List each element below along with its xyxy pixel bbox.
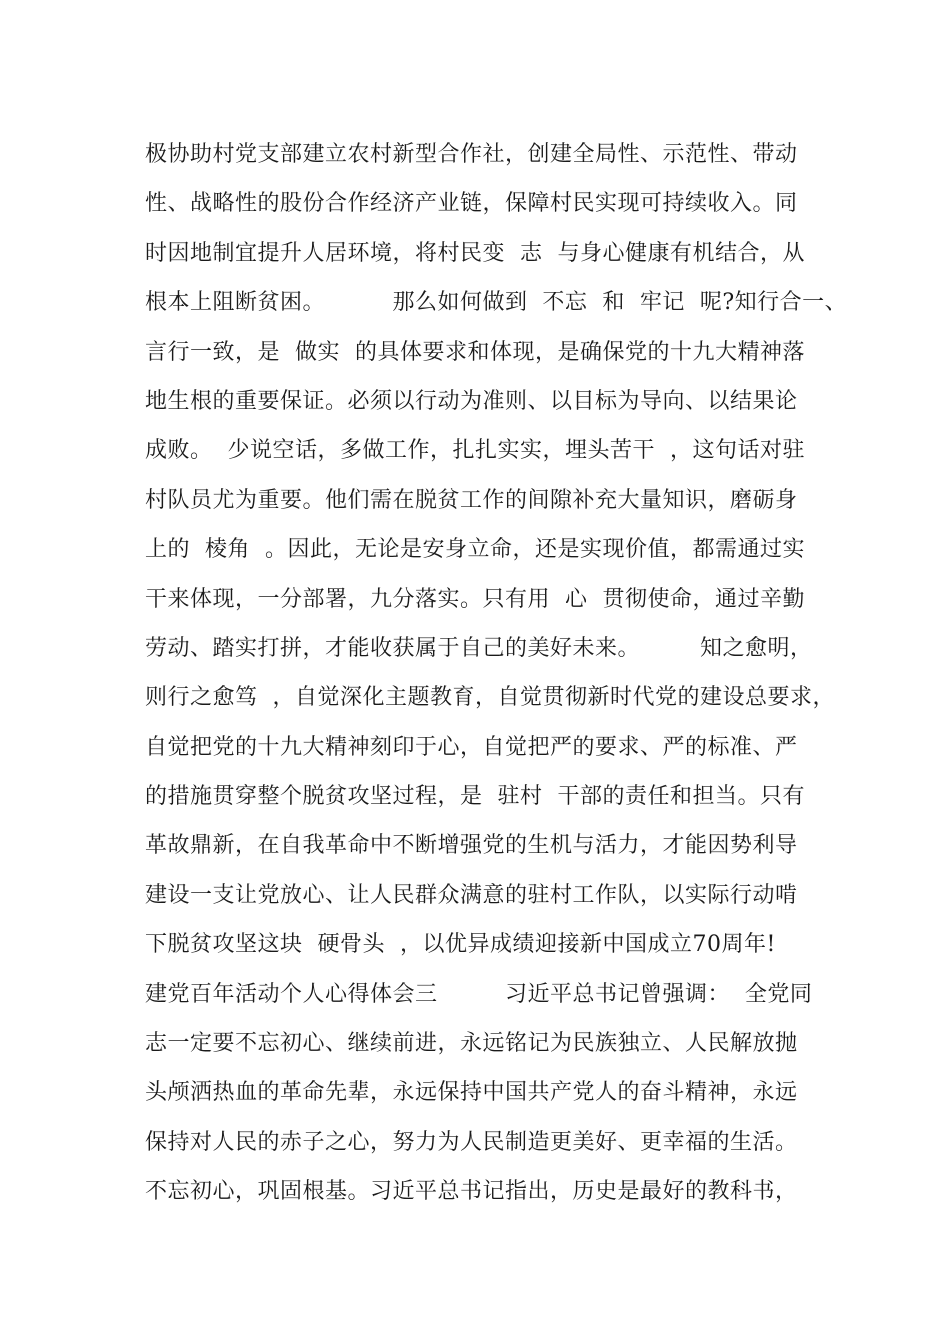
text-line: 则行之愈笃 ，自觉深化主题教育，自觉贯彻新时代党的建设总要求， [145,685,835,711]
body-text [145,130,848,1217]
text-line: 上的 棱角 。因此，无论是安身立命，还是实现价值，都需通过实 [145,537,805,563]
text-line: 成败。 少说空话，多做工作，扎扎实实，埋头苦干 ，这句话对驻 [145,438,805,464]
text-line: 极协助村党支部建立农村新型合作社，创建全局性、示范性、带动 [145,142,798,167]
text-line: 时因地制宜提升人居环境，将村民变 志 与身心健康有机结合，从 [145,240,805,266]
text-line: 不忘初心，巩固根基。习近平总书记指出，历史是最好的教科书， [145,1179,798,1205]
text-line: 建设一支让党放心、让人民群众满意的驻村工作队，以实际行动啃 [145,882,798,908]
text-line: 根本上阻断贫困。 那么如何做到 不忘 和 牢记 呢?知行合一、 [145,290,848,316]
text-line: 村队员尤为重要。他们需在脱贫工作的间隙补充大量知识，磨砺身 [145,487,798,513]
text-line: 头颅洒热血的革命先辈，永远保持中国共产党人的奋斗精神，永远 [145,1080,798,1106]
text-line: 性、战略性的股份合作经济产业链，保障村民实现可持续收入。同 [145,191,798,217]
text-line: 保持对人民的赤子之心，努力为人民制造更美好、更幸福的生活。 [145,1129,798,1155]
text-line: 言行一致，是 做实 的具体要求和体现，是确保党的十九大精神落 [145,339,805,365]
text-line: 地生根的重要保证。必须以行动为准则、以目标为导向、以结果论 [145,388,798,414]
text-line: 的措施贯穿整个脱贫攻坚过程，是 驻村 干部的责任和担当。只有 [145,784,805,810]
text-line: 劳动、踏实打拼，才能收获属于自己的美好未来。 知之愈明， [145,635,813,661]
text-line: 干来体现，一分部署，九分落实。只有用 心 贯彻使命，通过辛勤 [145,586,805,612]
text-line: 下脱贫攻坚这块 硬骨头 ，以优异成绩迎接新中国成立70周年! [145,932,776,958]
section-heading-line: 建党百年活动个人心得体会三 习近平总书记曾强调： 全党同 [145,981,813,1007]
text-line: 革故鼎新，在自我革命中不断增强党的生机与活力，才能因势利导 [145,833,798,859]
text-line: 自觉把党的十九大精神刻印于心，自觉把严的要求、严的标准、严 [145,734,798,760]
text-line: 志一定要不忘初心、继续前进，永远铭记为民族独立、人民解放抛 [145,1031,798,1057]
